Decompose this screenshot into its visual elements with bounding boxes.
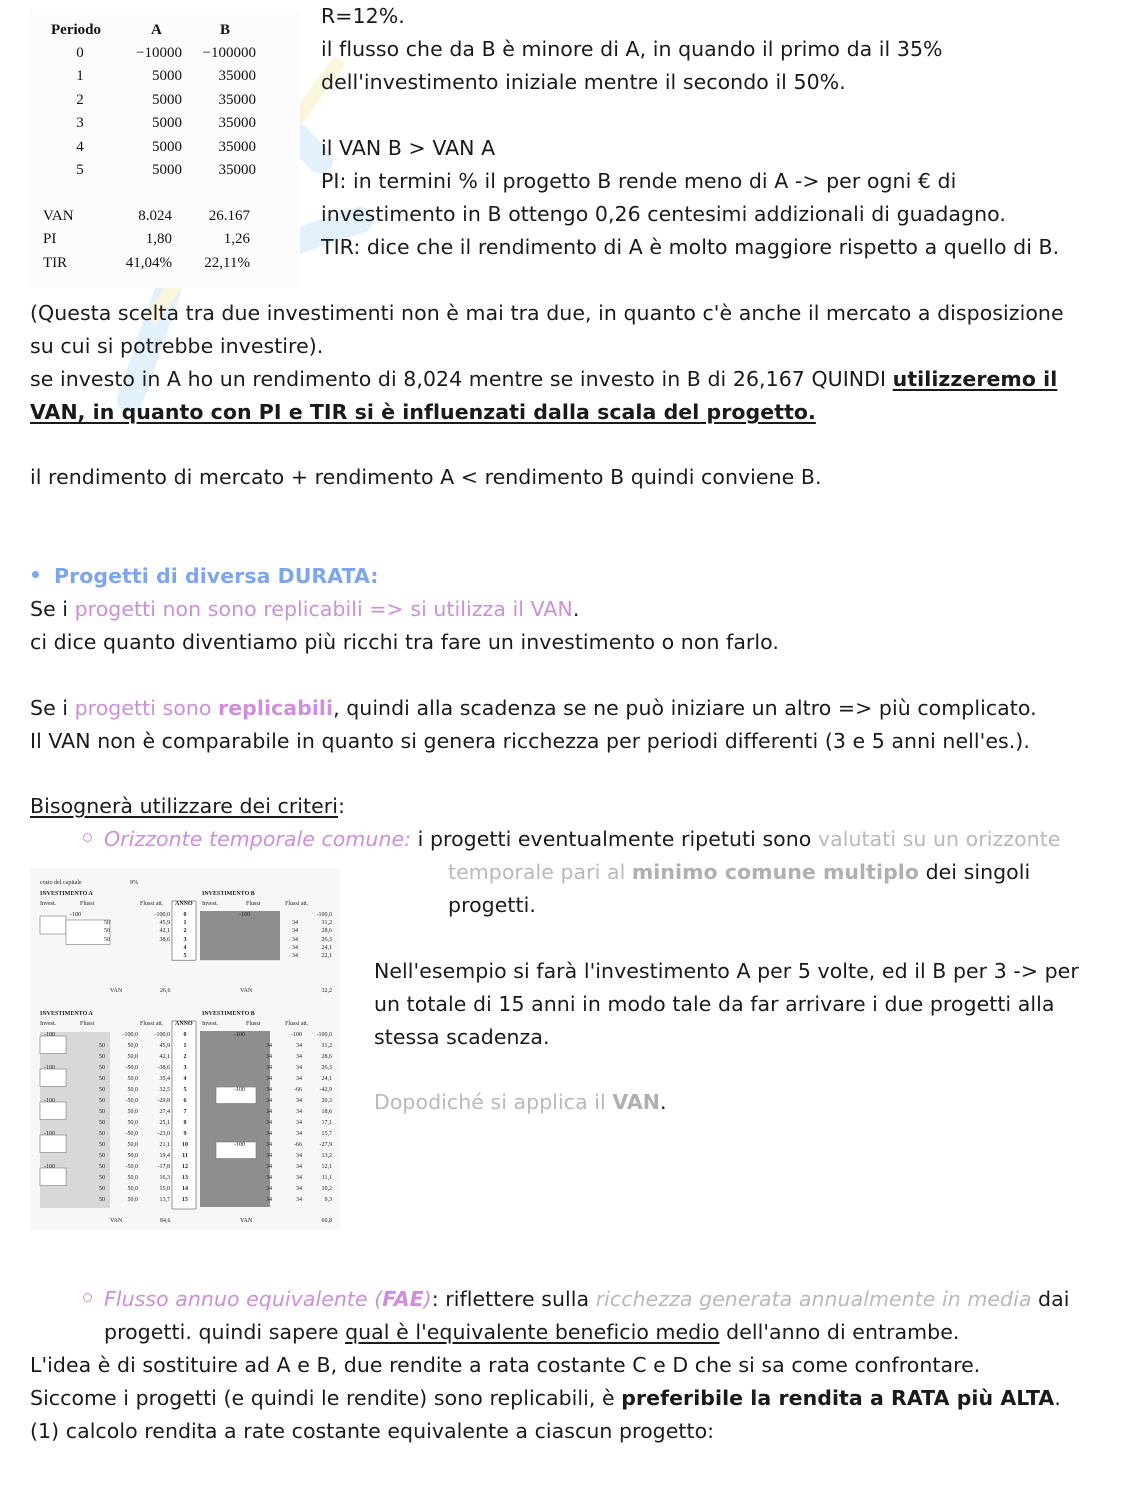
figure-b-flow: 34 <box>292 953 298 959</box>
investment-a-restart <box>40 1168 66 1186</box>
text-line: il VAN B > VAN A <box>321 136 496 160</box>
text-line <box>30 1382 1061 1415</box>
figure-a-net: -50,0 <box>125 1164 138 1170</box>
text-line: R=12%. <box>321 4 405 28</box>
figure-col-header: Invest. <box>202 1021 219 1027</box>
table-cell-a: 5000 <box>152 115 182 132</box>
figure-col-header: Flussi <box>80 1021 95 1027</box>
figure-a-invest: -100 <box>44 1032 55 1038</box>
spreadsheet-figure <box>30 868 340 1230</box>
table-cell-periodo: 0 <box>76 45 84 61</box>
figure-b-discounted: 17,1 <box>321 1120 332 1126</box>
figure-year: 8 <box>183 1120 187 1126</box>
text-line: Nell'esempio si farà l'investimento A per 5 volte, ed il B per 3 -> per <box>374 959 1079 983</box>
figure-b-discounted: 24,1 <box>321 944 332 951</box>
figure-b-discounted: 10,2 <box>321 1186 332 1192</box>
figure-b-discounted: 31,2 <box>321 920 332 927</box>
figure-a-flow: 50 <box>99 1065 105 1071</box>
figure-b-discounted: 11,1 <box>321 1175 332 1181</box>
text-grey: Dopodiché si applica il <box>374 1090 613 1114</box>
text-plain: . <box>572 597 580 621</box>
figure-year: 14 <box>182 1186 188 1192</box>
text-line: L'idea è di sostituire ad A e B, due rendite a rata costante C e D che si sa come confrontare. <box>30 1353 981 1377</box>
text-emphasis: VAN, in quanto con PI e TIR si è influenzati dalla scala del progetto. <box>30 400 816 424</box>
figure-a-net: 50,0 <box>127 1186 138 1192</box>
table-cell-a: 5000 <box>152 91 182 108</box>
figure-a-net: 50,0 <box>127 1054 138 1060</box>
text-highlight-bold: replicabili <box>218 696 334 720</box>
figure-a-flow: 50 <box>99 1087 105 1093</box>
table-cell-b: 35000 <box>218 68 256 85</box>
figure-year: 2 <box>183 1054 187 1060</box>
van-comparison-table <box>30 10 300 288</box>
text-grey: valutati su un orizzonte <box>817 827 1061 851</box>
figure-a-discounted: 42,1 <box>159 928 170 935</box>
text-bold: preferibile la rendita a RATA più ALTA <box>621 1386 1055 1410</box>
figure-col-header: Invest. <box>40 1021 57 1027</box>
text-underlined: qual è l'equivalente beneficio medio <box>345 1320 720 1344</box>
figure-a-flow: 50 <box>99 1164 105 1170</box>
figure-b-discounted: -27,9 <box>319 1142 332 1148</box>
figure-van-label: VAN <box>240 1218 253 1224</box>
figure-section-title: INVESTIMENTO B <box>202 1011 255 1017</box>
figure-year: 12 <box>182 1164 188 1170</box>
figure-year: 7 <box>183 1109 187 1115</box>
text-plain: progetti. quindi sapere <box>104 1320 346 1344</box>
figure-section-title: INVESTIMENTO A <box>40 891 93 897</box>
table-cell-periodo: 1 <box>76 68 84 85</box>
figure-year: 10 <box>182 1142 188 1148</box>
figure-section-title: INVESTIMENTO A <box>40 1011 93 1017</box>
figure-b-flow: 34 <box>266 1109 272 1115</box>
figure-b-flow: 34 <box>266 1120 272 1126</box>
investment-a-restart <box>40 1102 66 1120</box>
figure-a-discounted: 19,4 <box>159 1153 170 1159</box>
table-cell-periodo: 2 <box>76 91 84 108</box>
figure-b-discounted: -42,9 <box>319 1087 332 1093</box>
text-plain: Se i <box>30 696 75 720</box>
text-highlight: progetti non sono replicabili => si utilizza il VAN <box>74 597 573 621</box>
figure-b-flow: 34 <box>292 920 298 927</box>
criterion-label: Orizzonte temporale comune: <box>104 827 412 851</box>
figure-a-net: 50,0 <box>127 1197 138 1203</box>
text-line <box>30 593 579 626</box>
text-grey: ricchezza generata annualmente in media <box>595 1287 1032 1311</box>
text-plain: , quindi alla scadenza se ne può iniziare un altro => più complicato. <box>333 696 1037 720</box>
investment-a-shape <box>40 916 66 934</box>
figure-a-discounted: 27,4 <box>159 1109 170 1115</box>
figure-a-flow: 50 <box>99 1142 105 1148</box>
figure-a-invest: -100 <box>44 1098 55 1104</box>
figure-col-header: ANNO <box>175 1021 193 1027</box>
figure-value: 9% <box>130 880 138 886</box>
figure-b-flow: 34 <box>266 1065 272 1071</box>
figure-a-net: 50,0 <box>127 1120 138 1126</box>
figure-a-flow: 50 <box>99 1109 105 1115</box>
figure-b-net: -66 <box>294 1087 302 1093</box>
figure-b-flow: 34 <box>266 1175 272 1181</box>
text-plain: Se i <box>30 597 75 621</box>
figure-col-header: Flussi att. <box>140 901 164 907</box>
figure-b-net: 34 <box>296 1120 302 1126</box>
figure-b-invest: -100 <box>234 1087 245 1093</box>
figure-b-flow: 34 <box>292 936 298 943</box>
sub-bullet-icon <box>83 833 92 842</box>
text-line: stessa scadenza. <box>374 1025 550 1049</box>
figure-col-header: Flussi <box>80 901 95 907</box>
text-line <box>30 692 1037 725</box>
figure-col-header: ANNO <box>175 901 193 907</box>
figure-b-net: -66 <box>294 1142 302 1148</box>
text-line: investimento in B ottengo 0,26 centesimi addizionali di guadagno. <box>321 202 1006 226</box>
text-line: un totale di 15 anni in modo tale da far arrivare i due progetti alla <box>374 992 1055 1016</box>
figure-a-net: 50,0 <box>127 1175 138 1181</box>
table-metric-a: 41,04% <box>125 254 172 271</box>
figure-a-net: 50,0 <box>127 1109 138 1115</box>
figure-a-flow: 50 <box>99 1120 105 1126</box>
text-line: TIR: dice che il rendimento di A è molto maggiore rispetto a quello di B. <box>321 235 1060 259</box>
figure-b-flow: 34 <box>266 1197 272 1203</box>
table-cell-b: 35000 <box>218 162 256 178</box>
figure-col-header: Flussi <box>246 901 261 907</box>
figure-a-discounted: 25,1 <box>159 1120 170 1126</box>
figure-year: 5 <box>183 953 187 959</box>
table-metric-label: VAN <box>43 208 74 224</box>
figure-year: 1 <box>183 1043 187 1049</box>
table-header-periodo: Periodo <box>51 22 101 38</box>
figure-year: 11 <box>182 1153 188 1159</box>
table-cell-periodo: 3 <box>76 115 84 132</box>
figure-b-net: 34 <box>296 1175 302 1181</box>
figure-b-net: 34 <box>296 1065 302 1071</box>
figure-van-value: 84,6 <box>160 1218 171 1224</box>
text-plain: : <box>338 794 345 818</box>
sub-bullet-icon <box>83 1293 92 1302</box>
figure-a-flow: 50 <box>104 928 110 935</box>
criterion-label: ) <box>423 1287 432 1311</box>
text-line: su cui si potrebbe investire). <box>30 334 324 358</box>
investment-a-restart <box>40 1069 66 1087</box>
figure-b-net: 34 <box>296 1197 302 1203</box>
table-metric-label: TIR <box>43 254 68 271</box>
figure-b-discounted: 13,2 <box>321 1153 332 1159</box>
figure-a-flow: 50 <box>104 936 110 943</box>
figure-van-value: 66,8 <box>321 1218 332 1224</box>
figure-col-header: Flussi att. <box>285 1021 309 1027</box>
figure-a-flow: 50 <box>99 1197 105 1203</box>
text-line: (Questa scelta tra due investimenti non è mai tra due, in quanto c'è anche il mercato a disposizione <box>30 301 1064 325</box>
figure-b-discounted: -100,0 <box>316 1032 332 1038</box>
figure-a-discounted: 45,9 <box>159 1043 170 1049</box>
figure-van-label: VAN <box>110 988 123 994</box>
figure-b-net: 34 <box>296 1131 302 1137</box>
figure-year: 3 <box>183 936 187 943</box>
text-line <box>30 363 1057 396</box>
figure-year: 0 <box>183 1032 187 1038</box>
table-cell-a: 5000 <box>152 162 182 178</box>
table-cell-b: −100000 <box>202 45 256 61</box>
figure-col-header: Invest. <box>202 901 219 907</box>
figure-a-discounted: -100,0 <box>154 912 170 918</box>
figure-a-discounted: 42,1 <box>159 1054 170 1060</box>
text-plain: i progetti eventualmente ripetuti sono <box>411 827 818 851</box>
figure-a-discounted: -23,0 <box>157 1131 170 1137</box>
figure-a-net: 50,0 <box>127 1142 138 1148</box>
text-grey-bold: VAN <box>612 1090 660 1114</box>
table-header-b: B <box>220 22 231 38</box>
figure-van-value: 26,6 <box>160 988 171 994</box>
figure-b-invest: -100 <box>239 912 250 918</box>
figure-a-discounted: 32,5 <box>159 1087 170 1093</box>
section-heading: Progetti di diversa DURATA: <box>54 564 379 588</box>
text-line: progetti. <box>448 893 536 917</box>
figure-van-label: VAN <box>240 988 253 994</box>
figure-year: 15 <box>182 1197 188 1203</box>
figure-col-header: Flussi <box>246 1021 261 1027</box>
table-cell-periodo: 5 <box>76 162 84 178</box>
figure-year: 0 <box>183 912 187 918</box>
figure-year: 1 <box>183 920 187 927</box>
figure-a-net: 50,0 <box>127 1153 138 1159</box>
table-cell-b: 35000 <box>218 91 256 108</box>
text-plain: dei singoli <box>919 860 1031 884</box>
figure-a-discounted: 35,4 <box>159 1076 170 1082</box>
figure-a-discounted: 21,1 <box>159 1142 170 1148</box>
figure-a-flow: 50 <box>99 1186 105 1192</box>
text-highlight: progetti sono <box>74 696 219 720</box>
figure-b-discounted: 22,1 <box>321 953 332 959</box>
figure-b-flow: 34 <box>292 928 298 935</box>
figure-a-invest: -100 <box>44 1164 55 1170</box>
figure-year: 13 <box>182 1175 188 1181</box>
figure-b-flow: 34 <box>266 1131 272 1137</box>
figure-b-discounted: -100,0 <box>316 912 332 918</box>
text-grey: temporale pari al <box>448 860 632 884</box>
figure-van-label: VAN <box>110 1218 123 1224</box>
figure-year: 9 <box>183 1131 187 1137</box>
text-line: dell'investimento iniziale mentre il secondo il 50%. <box>321 70 846 94</box>
text-line <box>30 790 345 823</box>
text-underlined: Bisognerà utilizzare dei criteri <box>30 794 339 818</box>
text-plain: . <box>659 1090 667 1114</box>
figure-b-flow: 34 <box>292 944 298 951</box>
text-plain: Siccome i progetti (e quindi le rendite) sono replicabili, è <box>30 1386 622 1410</box>
table-metric-a: 1,80 <box>145 231 172 248</box>
table-cell-periodo: 4 <box>76 138 84 155</box>
text-line <box>104 1316 959 1349</box>
text-line: (1) calcolo rendita a rate costante equivalente a ciascun progetto: <box>30 1419 715 1443</box>
text-line: ci dice quanto diventiamo più ricchi tra fare un investimento o non farlo. <box>30 630 779 654</box>
text-line: Il VAN non è comparabile in quanto si genera ricchezza per periodi differenti (3 e 5 anni nell'es.). <box>30 729 1030 753</box>
figure-a-net: -50,0 <box>125 1065 138 1071</box>
figure-b-flow: 34 <box>266 1186 272 1192</box>
figure-b-flow: 34 <box>266 1142 272 1148</box>
figure-year: 6 <box>183 1098 187 1104</box>
figure-b-net: 34 <box>296 1098 302 1104</box>
figure-b-flow: 34 <box>266 1043 272 1049</box>
table-metric-b: 1,26 <box>223 231 250 248</box>
figure-a-net: 50,0 <box>127 1043 138 1049</box>
figure-b-discounted: 28,6 <box>321 928 332 935</box>
figure-a-discounted: 45,9 <box>159 920 170 927</box>
figure-b-net: 34 <box>296 1076 302 1082</box>
figure-year: 2 <box>183 928 187 935</box>
figure-a-flow: 50 <box>99 1043 105 1049</box>
figure-b-flow: 34 <box>266 1153 272 1159</box>
figure-b-flow: 34 <box>266 1087 272 1093</box>
figure-a-flow: 50 <box>99 1054 105 1060</box>
figure-a-discounted: -38,6 <box>157 1065 170 1071</box>
text-line <box>448 856 1030 889</box>
text-emphasis: utilizzeremo il <box>892 367 1058 391</box>
figure-col-header: Invest. <box>40 901 57 907</box>
figure-b-discounted: 31,2 <box>321 1043 332 1049</box>
text-line: PI: in termini % il progetto B rende meno di A -> per ogni € di <box>321 169 957 193</box>
figure-b-net: 34 <box>296 1153 302 1159</box>
figure-a-flow: 50 <box>99 1153 105 1159</box>
figure-b-discounted: 9,3 <box>324 1197 332 1203</box>
figure-b-invest: -100 <box>234 1032 245 1038</box>
figure-a-discounted: 15,0 <box>159 1186 170 1192</box>
figure-b-discounted: 24,1 <box>321 1076 332 1082</box>
text-plain: . <box>1054 1386 1061 1410</box>
figure-b-flow: 34 <box>266 1164 272 1170</box>
criterion-label: Flusso annuo equivalente ( <box>104 1287 383 1311</box>
text-plain: : riflettere sulla <box>431 1287 596 1311</box>
figure-a-invest: -100 <box>44 1065 55 1071</box>
figure-a-flow: 50 <box>99 1098 105 1104</box>
table-cell-a: 5000 <box>152 138 182 155</box>
figure-a-flow: 50 <box>104 920 110 927</box>
figure-b-net: 34 <box>296 1054 302 1060</box>
figure-b-net: 34 <box>296 1164 302 1170</box>
figure-a-net: -50,0 <box>125 1098 138 1104</box>
figure-a-discounted: 16,3 <box>159 1175 170 1181</box>
figure-b-invest: -100 <box>234 1142 245 1148</box>
bullet-icon <box>32 571 39 578</box>
figure-b-discounted: 28,6 <box>321 1054 332 1060</box>
figure-b-net: 34 <box>296 1109 302 1115</box>
figure-a-net: 50,0 <box>127 1087 138 1093</box>
figure-a-invest: -100 <box>70 912 81 918</box>
figure-a-discounted: -17,8 <box>157 1164 170 1170</box>
figure-a-net: -50,0 <box>125 1131 138 1137</box>
text-line <box>104 823 1060 856</box>
text-plain: dai <box>1031 1287 1070 1311</box>
figure-a-discounted: 13,7 <box>159 1197 170 1203</box>
figure-a-net: 50,0 <box>127 1076 138 1082</box>
table-metric-b: 22,11% <box>204 254 250 271</box>
figure-b-net: 34 <box>296 1043 302 1049</box>
figure-a-flow: 50 <box>99 1076 105 1082</box>
figure-b-net: 34 <box>296 1186 302 1192</box>
text-plain: dell'anno di entrambe. <box>719 1320 960 1344</box>
figure-a-flow: 50 <box>99 1131 105 1137</box>
figure-b-discounted: 12,1 <box>321 1164 332 1170</box>
figure-year: 3 <box>183 1065 187 1071</box>
figure-year: 4 <box>183 1076 187 1082</box>
figure-a-invest: -100 <box>44 1131 55 1137</box>
figure-a-discounted: -100,0 <box>154 1032 170 1038</box>
table-metric-a: 8.024 <box>138 208 172 224</box>
figure-b-discounted: 26,3 <box>321 936 332 943</box>
table-cell-b: 35000 <box>218 138 256 155</box>
figure-b-flow: 34 <box>266 1054 272 1060</box>
investment-a-restart <box>40 1036 66 1054</box>
figure-b-net: -100 <box>291 1032 302 1038</box>
figure-col-header: Flussi att. <box>285 901 309 907</box>
figure-b-flow: 34 <box>266 1076 272 1082</box>
criterion-label-bold: FAE <box>382 1287 424 1311</box>
text-line: il flusso che da B è minore di A, in quando il primo da il 35% <box>321 37 943 61</box>
figure-a-flow: 50 <box>99 1175 105 1181</box>
figure-b-discounted: 26,3 <box>321 1065 332 1071</box>
figure-a-net: -100,0 <box>122 1032 138 1038</box>
figure-van-value: 32,2 <box>321 988 332 994</box>
text-line <box>104 1283 1069 1316</box>
table-cell-a: −10000 <box>136 45 182 61</box>
figure-label: costo del capitale <box>40 880 82 886</box>
figure-b-discounted: 15,7 <box>321 1131 332 1137</box>
figure-b-discounted: 18,6 <box>321 1109 332 1115</box>
table-cell-a: 5000 <box>152 68 182 85</box>
text-grey-bold: minimo comune multiplo <box>631 860 919 884</box>
figure-year: 4 <box>183 944 187 951</box>
figure-section-title: INVESTIMENTO B <box>202 891 255 897</box>
text-line <box>374 1086 667 1119</box>
text-line: il rendimento di mercato + rendimento A < rendimento B quindi conviene B. <box>30 465 822 489</box>
figure-b-discounted: 20,3 <box>321 1098 332 1104</box>
figure-col-header: Flussi att. <box>140 1021 164 1027</box>
table-header-a: A <box>151 22 162 38</box>
figure-year: 5 <box>183 1087 187 1093</box>
figure-a-discounted: -29,8 <box>157 1098 170 1104</box>
figure-b-flow: 34 <box>266 1098 272 1104</box>
table-metric-label: PI <box>43 231 57 248</box>
investment-a-restart <box>40 1135 66 1153</box>
figure-a-discounted: 38,6 <box>159 936 170 943</box>
table-cell-b: 35000 <box>218 115 256 132</box>
table-metric-b: 26.167 <box>208 208 250 224</box>
text-plain: se investo in A ho un rendimento di 8,024 mentre se investo in B di 26,167 QUINDI <box>30 367 893 391</box>
